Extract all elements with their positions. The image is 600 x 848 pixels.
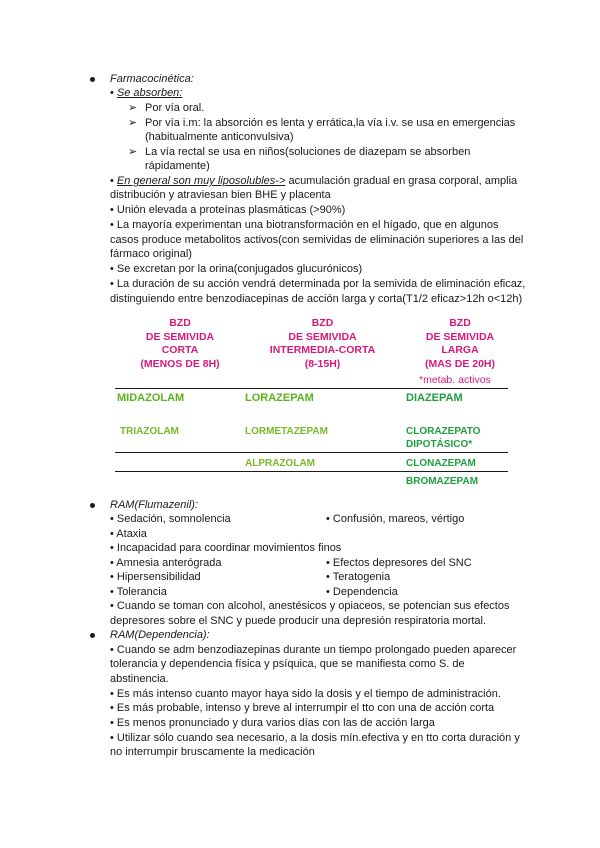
header-line: INTERMEDIA-CORTA	[269, 344, 376, 356]
drug-midazolam: MIDAZOLAM	[117, 392, 185, 404]
drug-clorazepato: CLORAZEPATO	[406, 426, 481, 437]
col-header-corta	[120, 317, 240, 371]
dependencia-line: • Es más probable, intenso y breve al interrumpir el tto con una de acción corta	[110, 702, 495, 714]
dependencia-line: • Es más intenso cuanto mayor haya sido la dosis y el tiempo de administración.	[110, 688, 501, 700]
dependencia-line: tolerancia y dependencia física y psíquica, que se manifiesta como S. de	[110, 658, 465, 670]
drug-clonazepam: CLONAZEPAM	[406, 458, 476, 469]
list-bullet	[90, 77, 95, 82]
union-proteinas: • Unión elevada a proteínas plasmáticas (>90%)	[110, 204, 346, 216]
bullet-char: •	[110, 87, 117, 99]
via-rectal-line2: rápidamente)	[145, 160, 210, 172]
duracion-line1: • La duración de su acción vendrá determinada por la semivida de eliminación eficaz,	[110, 278, 526, 290]
ram-flumazenil-heading: RAM(Flumazenil):	[110, 499, 199, 511]
drug-lormetazepam: LORMETAZEPAM	[245, 426, 328, 437]
se-absorben-label: Se absorben:	[116, 87, 183, 99]
liposolubles-line	[110, 174, 517, 189]
arrow-icon: ➢	[128, 146, 138, 158]
drug-diazepam: DIAZEPAM	[406, 392, 463, 404]
ram-item: • Dependencia	[326, 586, 398, 598]
header-line: BZD	[311, 317, 334, 329]
ram-item: • Tolerancia	[110, 586, 167, 598]
excretan: • Se excretan por la orina(conjugados glucurónicos)	[110, 263, 363, 275]
ram-item: • Confusión, mareos, vértigo	[326, 513, 465, 525]
ram-item: • Efectos depresores del SNC	[326, 557, 472, 569]
header-line: (MAS DE 20H)	[424, 357, 495, 370]
via-im-line1: Por vía i.m: la absorción es lenta y errática,la vía i.v. se usa en emergencias	[145, 117, 516, 129]
list-bullet	[90, 633, 95, 638]
via-rectal-line1: La vía rectal se usa en niños(soluciones de diazepam se absorben	[145, 146, 471, 158]
header-line: (8-15H)	[304, 357, 341, 370]
header-line: DE SEMIVIDA	[145, 330, 215, 343]
dependencia-line: no interrumpir bruscamente la medicación	[110, 746, 315, 758]
farmacocinetica-heading: Farmacocinética:	[110, 73, 194, 85]
header-line: BZD	[169, 317, 191, 329]
ram-dependencia-heading: RAM(Dependencia):	[110, 629, 210, 641]
drug-lorazepam: LORAZEPAM	[245, 392, 314, 404]
via-im-line2: (habitualmente anticonvulsiva)	[145, 131, 294, 143]
biotrans-line1: • La mayoría experimentan una biotransformación en el hígado, que en algunos	[110, 219, 499, 231]
ram-item: • Amnesia anterógrada	[110, 557, 222, 569]
table-divider	[115, 471, 508, 472]
duracion-line2: distinguiendo entre benzodiacepinas de acción larga y corta(T1/2 eficaz>12h o<12h)	[110, 293, 523, 305]
dependencia-line: • Es menos pronunciado y dura varios días con las de acción larga	[110, 717, 435, 729]
table-divider	[115, 388, 508, 389]
header-line: CORTA	[161, 344, 199, 356]
header-line: (MENOS DE 8H)	[140, 357, 220, 370]
bullet-char: •	[110, 175, 117, 187]
drug-bromazepam: BROMAZEPAM	[406, 476, 479, 487]
drug-triazolam: TRIAZOLAM	[120, 426, 179, 437]
col-header-larga	[405, 317, 515, 371]
liposolubles-text: acumulación gradual en grasa corporal, amplia	[285, 175, 518, 187]
biotrans-line2: casos produce metabolitos activos(con semividas de eliminación superiores a las del	[110, 234, 524, 246]
metab-activos-note: *metab. activos	[419, 374, 491, 386]
ram-item: • Incapacidad para coordinar movimientos finos	[110, 542, 342, 554]
alcohol-line1: • Cuando se toman con alcohol, anestésicos y opiaceos, se potencian sus efectos	[110, 600, 510, 612]
table-divider	[115, 452, 508, 453]
header-line: DE SEMIVIDA	[425, 330, 495, 343]
arrow-icon: ➢	[128, 117, 138, 129]
alcohol-line2: depresores sobre el SNC y puede producir una depresión respiratoria mortal.	[110, 615, 487, 627]
ram-item: • Sedación, somnolencia	[110, 513, 231, 525]
header-line: DE SEMIVIDA	[288, 330, 357, 343]
biotrans-line3: fármaco original)	[110, 248, 192, 260]
header-line: BZD	[449, 317, 471, 329]
dependencia-line: abstinencia.	[110, 673, 169, 685]
arrow-icon: ➢	[128, 102, 138, 114]
ram-item: • Hipersensibilidad	[110, 571, 201, 583]
ram-item: • Teratogenia	[326, 571, 391, 583]
dependencia-line: • Utilizar sólo cuando sea necesario, a la dosis mín.efectiva y en tto corta duración y	[110, 732, 520, 744]
liposolubles-line2: distribución y atraviesan bien BHE y placenta	[110, 189, 331, 201]
dependencia-line: • Cuando se adm benzodiazepinas durante un tiempo prolongado pueden aparecer	[110, 644, 517, 656]
col-header-intermedia	[255, 317, 390, 371]
list-bullet	[90, 503, 95, 508]
drug-dipotasico: DIPOTÁSICO*	[406, 439, 473, 450]
header-line: LARGA	[441, 344, 479, 356]
drug-alprazolam: ALPRAZOLAM	[245, 458, 315, 469]
via-oral: Por vía oral.	[145, 102, 205, 114]
liposolubles-label: En general son muy liposolubles->	[116, 175, 286, 187]
ram-item: • Ataxia	[110, 528, 147, 540]
se-absorben-line	[110, 86, 182, 101]
